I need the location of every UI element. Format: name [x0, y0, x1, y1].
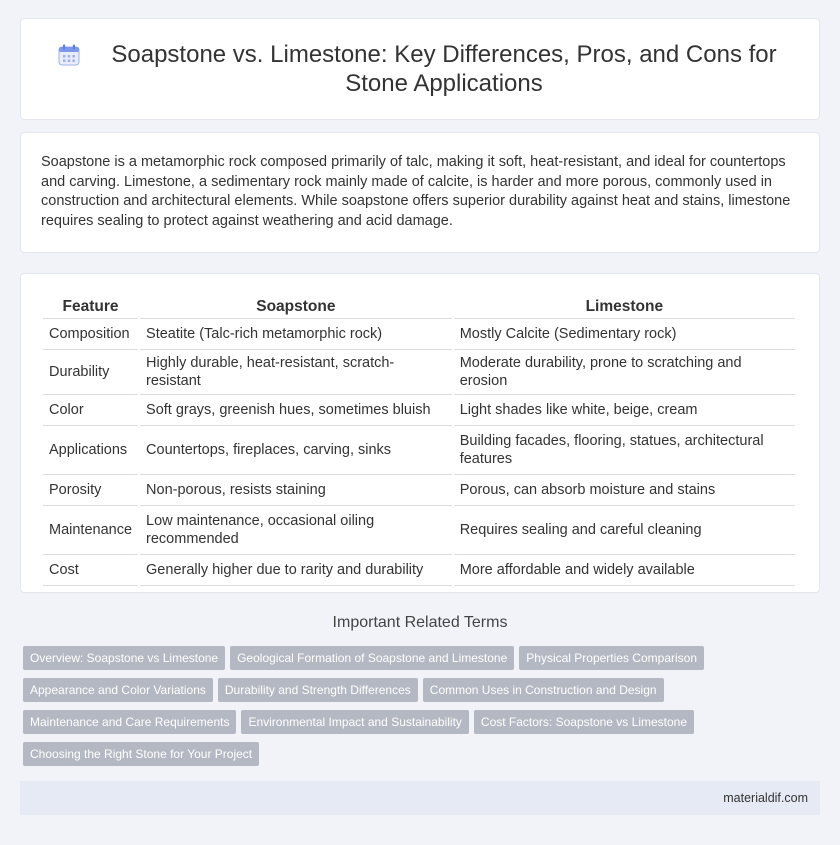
footer [20, 781, 820, 815]
table-row [43, 319, 795, 350]
cell-feature: Maintenance [43, 506, 138, 555]
intro-text: Soapstone is a metamorphic rock composed primarily of talc, making it soft, heat-resistant, and ideal for countertops and carving. Limestone, a sedimentary rock mainly made of calcite, is harder and more porous, commonly used in construction and architectural elements. While soapstone offers superior durability against heat and stains, limestone requires sealing to protect against weathering and acid damage. [41, 154, 791, 229]
cell-limestone: Porous, can absorb moisture and stains [454, 475, 795, 506]
related-term-tag[interactable]: Appearance and Color Variations [23, 678, 213, 702]
intro-card [20, 132, 820, 253]
cell-soapstone: Non-porous, resists staining [140, 475, 452, 506]
page-title: Soapstone vs. Limestone: Key Differences, Pros, and Cons for Stone Applications [111, 41, 777, 97]
column-header-soapstone: Soapstone [140, 296, 452, 319]
comparison-table-card [20, 273, 820, 593]
related-terms-title: Important Related Terms [332, 614, 508, 631]
related-term-tag[interactable]: Durability and Strength Differences [218, 678, 418, 702]
calendar-icon [56, 42, 82, 68]
cell-limestone: Requires sealing and careful cleaning [454, 506, 795, 555]
table-row [43, 506, 795, 555]
cell-feature: Durability [43, 350, 138, 395]
table-row [43, 350, 795, 395]
cell-soapstone: Highly durable, heat-resistant, scratch-resistant [140, 350, 452, 395]
table-row [43, 555, 795, 586]
cell-soapstone: Countertops, fireplaces, carving, sinks [140, 426, 452, 475]
cell-limestone: Light shades like white, beige, cream [454, 395, 795, 426]
related-term-tag[interactable]: Maintenance and Care Requirements [23, 710, 236, 734]
cell-feature: Color [43, 395, 138, 426]
table-row [43, 475, 795, 506]
table-header-row [43, 296, 795, 319]
related-term-tag[interactable]: Geological Formation of Soapstone and Limestone [230, 646, 514, 670]
site-name[interactable]: materialdif.com [723, 791, 808, 805]
cell-feature: Porosity [43, 475, 138, 506]
cell-feature: Applications [43, 426, 138, 475]
related-term-tag[interactable]: Common Uses in Construction and Design [423, 678, 664, 702]
related-term-tag[interactable]: Choosing the Right Stone for Your Project [23, 742, 259, 766]
cell-soapstone: Steatite (Talc-rich metamorphic rock) [140, 319, 452, 350]
comparison-table [41, 296, 797, 586]
column-header-limestone: Limestone [454, 296, 795, 319]
cell-limestone: More affordable and widely available [454, 555, 795, 586]
cell-feature: Cost [43, 555, 138, 586]
related-term-tag[interactable]: Environmental Impact and Sustainability [241, 710, 468, 734]
related-terms-list [23, 646, 823, 774]
header-card [20, 18, 820, 120]
cell-soapstone: Generally higher due to rarity and durability [140, 555, 452, 586]
table-row [43, 426, 795, 475]
table-row [43, 395, 795, 426]
cell-soapstone: Low maintenance, occasional oiling recommended [140, 506, 452, 555]
related-term-tag[interactable]: Physical Properties Comparison [519, 646, 704, 670]
cell-limestone: Mostly Calcite (Sedimentary rock) [454, 319, 795, 350]
related-term-tag[interactable]: Cost Factors: Soapstone vs Limestone [474, 710, 694, 734]
related-term-tag[interactable]: Overview: Soapstone vs Limestone [23, 646, 225, 670]
cell-soapstone: Soft grays, greenish hues, sometimes bluish [140, 395, 452, 426]
cell-limestone: Building facades, flooring, statues, architectural features [454, 426, 795, 475]
cell-limestone: Moderate durability, prone to scratching and erosion [454, 350, 795, 395]
cell-feature: Composition [43, 319, 138, 350]
column-header-feature: Feature [43, 296, 138, 319]
